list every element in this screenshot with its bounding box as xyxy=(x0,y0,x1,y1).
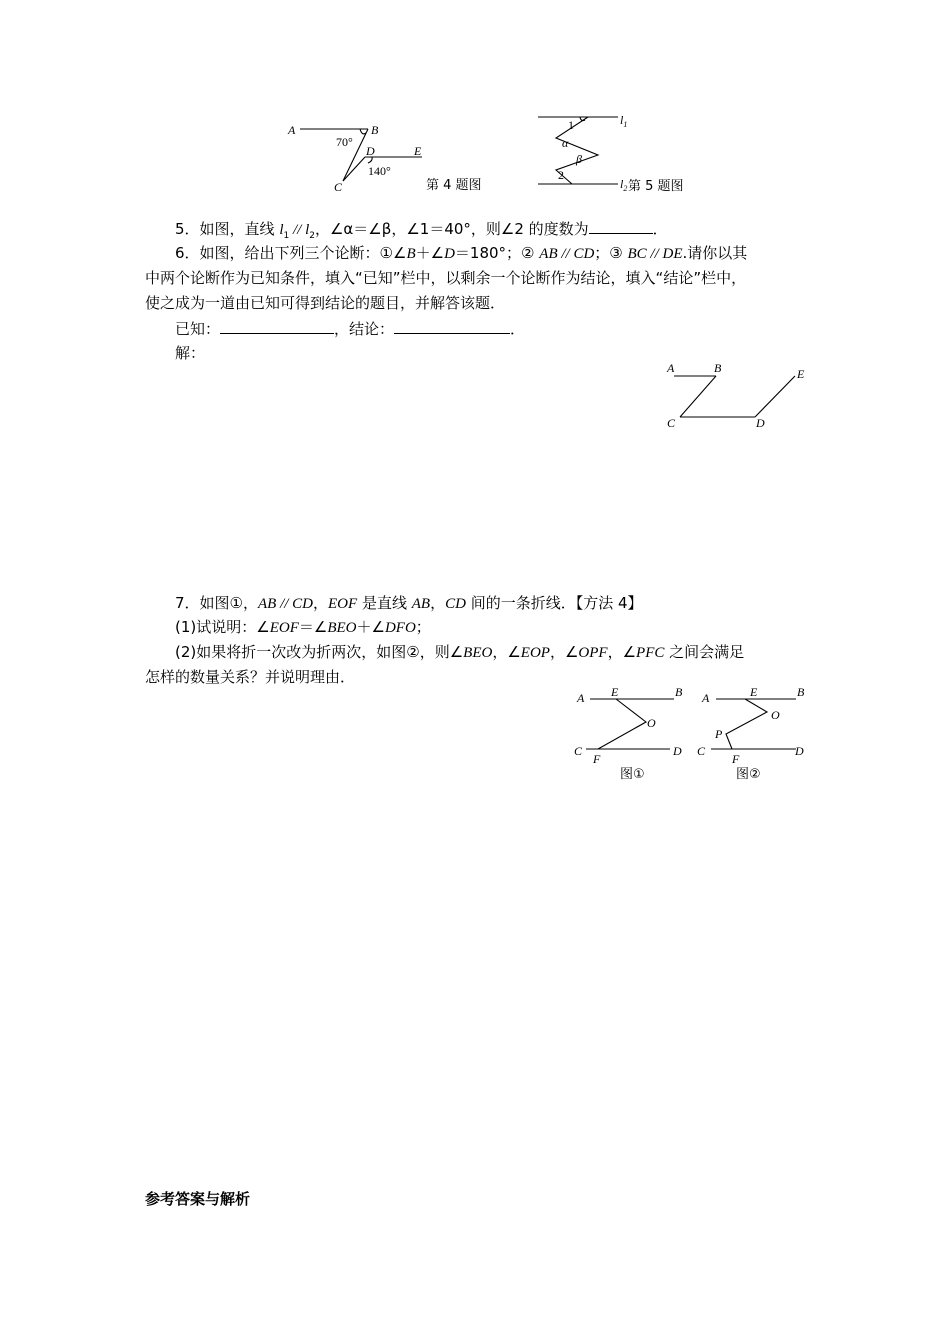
q7-ab: AB xyxy=(411,596,431,612)
q5-par: // xyxy=(289,222,306,238)
fig7-2-label-b: B xyxy=(797,685,805,699)
q7-s1-eq: ＝∠ xyxy=(298,618,328,636)
fig6-label-d: D xyxy=(756,416,765,430)
q7-p2: ， xyxy=(313,594,329,612)
q7-s2-opf: OPF xyxy=(578,645,608,661)
fig4-angle-70: 70° xyxy=(336,135,353,149)
q5-condition: ，∠α＝∠β，∠1＝40°，则∠2 的度数为 xyxy=(314,220,589,238)
fig5-label-l2: $l_2$ xyxy=(620,177,628,193)
q7-s1-dfo: DFO xyxy=(384,620,416,636)
q6-sep: ；③ xyxy=(594,244,628,262)
q7-s2-end: 之间会满足 xyxy=(664,643,745,661)
fig4-label-b: B xyxy=(371,123,379,137)
q5-l2-sub: 2 xyxy=(309,231,315,241)
fig4-label-d: D xyxy=(366,144,375,158)
fig5-caption: 第 5 题图 xyxy=(628,179,684,194)
fig4-label-a: A xyxy=(288,123,296,137)
fig4-angle-140: 140° xyxy=(368,164,391,178)
q7-eof: EOF xyxy=(328,596,358,612)
fig5-angle-2: 2 xyxy=(558,168,564,182)
q7-p3: 是直线 xyxy=(357,594,412,612)
q5-prefix: 5．如图，直线 xyxy=(175,220,280,238)
q5-l1-sub: 1 xyxy=(283,231,290,241)
q5-l1: l xyxy=(279,222,284,238)
q7-p4: ， xyxy=(430,594,446,612)
q7-s2-pre: (2)如果将折一次改为折两次，如图②，则∠ xyxy=(175,643,464,661)
fig7-2-label-a: A xyxy=(702,691,710,705)
fig7-1-label-o: O xyxy=(647,716,656,730)
fig7-1-label-e: E xyxy=(611,685,619,699)
fig7-1-label-b: B xyxy=(675,685,683,699)
fig5-angle-beta: β xyxy=(576,152,582,166)
fig7-2-label-c: C xyxy=(697,744,706,758)
fig6-label-a: A xyxy=(667,361,675,375)
fig7-2-label-d: D xyxy=(795,744,804,758)
fig7-2-label-o: O xyxy=(771,708,780,722)
q5-l2: l xyxy=(305,222,310,238)
q7-s2-eop: EOP xyxy=(520,645,550,661)
fig7-2-label-e: E xyxy=(750,685,758,699)
q7-s2-pfc: PFC xyxy=(636,645,665,661)
q6-end: ． xyxy=(510,320,526,338)
fig5-label-l1: $l_1$ xyxy=(620,113,628,129)
q5-end: ． xyxy=(652,220,668,238)
q7-s1-end: ； xyxy=(415,618,431,636)
q6-text-tail: .请你以其 xyxy=(682,244,748,262)
fig7-2-caption: 图② xyxy=(736,767,761,782)
fig7-1-label-f: F xyxy=(593,752,601,766)
fig7-1-caption: 图① xyxy=(620,767,645,782)
q7-s1-plus: ＋∠ xyxy=(356,618,385,636)
q6-bc-de: BC // DE xyxy=(627,246,683,262)
fig4-caption: 第 4 题图 xyxy=(426,178,482,193)
q7-s1-pre: (1)试说明：∠ xyxy=(175,618,270,636)
fig7-1-label-d: D xyxy=(673,744,682,758)
q6-ab-cd: AB // CD xyxy=(539,246,595,262)
q7-s2-beo: BEO xyxy=(463,645,493,661)
q6-d: D xyxy=(444,246,455,262)
q6-conclusion-label: ，结论： xyxy=(334,320,395,338)
q7-s1-beo: BEO xyxy=(327,620,357,636)
fig4-label-c: C xyxy=(334,180,343,194)
answers-heading: 参考答案与解析 xyxy=(145,1190,251,1208)
q7-s1-eof: EOF xyxy=(269,620,299,636)
q6-text: 6．如图，给出下列三个论断：①∠ xyxy=(175,244,407,262)
q7-p1: 7．如图①， xyxy=(175,594,258,612)
q7-ab-cd: AB // CD xyxy=(258,596,313,612)
q6-plus: ＋∠ xyxy=(415,244,445,262)
question-7-part-2-line-2: 怎样的数量关系？并说明理由． xyxy=(145,668,356,686)
q6-b: B xyxy=(406,246,416,262)
fig7-2-label-f: F xyxy=(732,752,740,766)
question-6-line-3: 使之成为一道由已知可得到结论的题目，并解答该题． xyxy=(145,294,506,312)
q7-cd: CD xyxy=(445,596,466,612)
fig7-1-label-a: A xyxy=(577,691,585,705)
fig6-label-e: E xyxy=(797,367,805,381)
fig7-1-label-c: C xyxy=(574,744,583,758)
q7-s2-c2: ，∠ xyxy=(549,643,579,661)
question-6-solution: 解： xyxy=(175,344,206,362)
fig5-angle-1: 1 xyxy=(568,118,574,132)
q6-known-label: 已知： xyxy=(175,320,221,338)
fig5-angle-alpha: α xyxy=(562,136,569,150)
fig7-2-label-p: P xyxy=(715,727,723,741)
fig6-label-b: B xyxy=(714,361,722,375)
q7-p5: 间的一条折线．【方法 4】 xyxy=(465,594,643,612)
q6-eq: ＝180°；② xyxy=(454,244,540,262)
q7-s2-c3: ，∠ xyxy=(607,643,637,661)
fig4-label-e: E xyxy=(414,144,422,158)
fig6-label-c: C xyxy=(667,416,676,430)
question-6-line-2: 中两个论断作为已知条件，填入“已知”栏中，以剩余一个论断作为结论，填入“结论”栏中， xyxy=(145,269,747,287)
q7-s2-c1: ，∠ xyxy=(492,643,521,661)
